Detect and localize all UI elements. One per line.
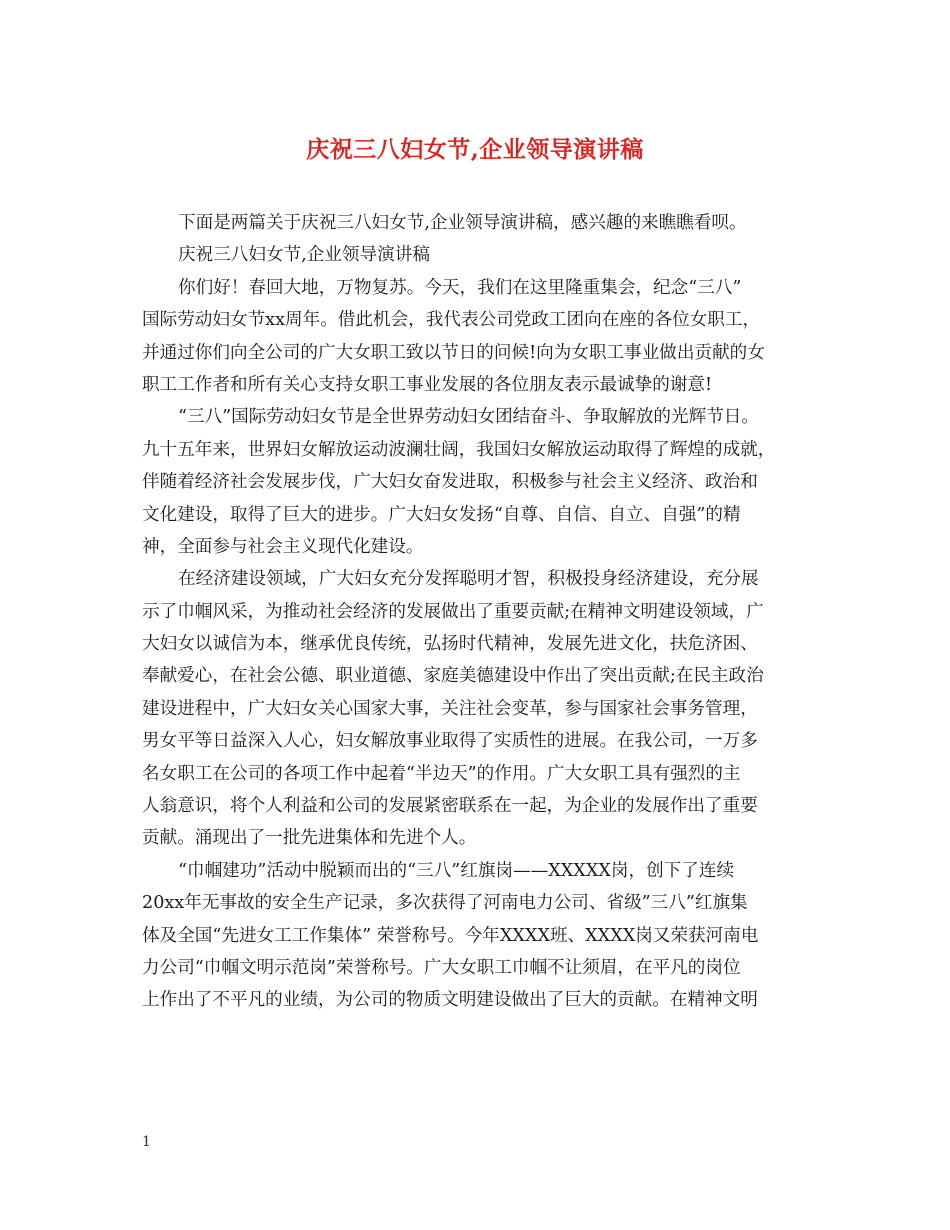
- text-line: 并通过你们向全公司的广大女职工致以节日的问候!向为女职工事业做出贡献的女: [142, 342, 765, 363]
- text-line: 在经济建设领域，广大妇女充分发挥聪明才智，积极投身经济建设，充分展: [178, 569, 759, 590]
- text-line: 建设进程中，广大妇女关心国家大事，关注社会变革，参与国家社会事务管理，: [142, 698, 758, 719]
- document-title: 庆祝三八妇女节,企业领导演讲稿: [306, 136, 644, 163]
- text-line: 名女职工在公司的各项工作中起着“半边天”的作用。广大女职工具有强烈的主: [142, 763, 741, 784]
- text-line: 示了巾帼风采，为推动社会经济的发展做出了重要贡献;在精神文明建设领域，广: [142, 601, 764, 622]
- text-line: 九十五年来，世界妇女解放运动波澜壮阔，我国妇女解放运动取得了辉煌的成就，: [142, 439, 776, 460]
- text-line: 国际劳动妇女节xx周年。借此机会，我代表公司党政工团向在座的各位女职工，: [142, 310, 761, 331]
- text-line: 贡献。涌现出了一批先进集体和先进个人。: [142, 828, 477, 849]
- text-line: 20xx年无事故的安全生产记录，多次获得了河南电力公司、省级”三八”红旗集: [142, 893, 748, 914]
- text-line: 人翁意识，将个人利益和公司的发展紧密联系在一起，为企业的发展作出了重要: [142, 796, 758, 817]
- text-line: 男女平等日益深入人心，妇女解放事业取得了实质性的进展。在我公司，一万多: [142, 731, 758, 752]
- text-line: 大妇女以诚信为本，继承优良传统，弘扬时代精神，发展先进文化，扶危济困、: [142, 634, 758, 655]
- text-line: 体及全国“先进女工工作集体” 荣誉称号。今年XXXX班、XXXX岗又荣获河南电: [142, 925, 759, 946]
- text-line: 神，全面参与社会主义现代化建设。: [142, 536, 424, 557]
- text-line: 你们好！春回大地，万物复苏。今天，我们在这里隆重集会，纪念“三八”: [178, 277, 742, 298]
- text-line: 上作出了不平凡的业绩，为公司的物质文明建设做出了巨大的贡献。在精神文明: [142, 990, 758, 1011]
- text-line: 职工工作者和所有关心支持女职工事业发展的各位朋友表示最诚挚的谢意!: [142, 374, 713, 395]
- page-number: 1: [142, 1134, 151, 1150]
- text-line: 庆祝三八妇女节,企业领导演讲稿: [178, 245, 430, 266]
- text-line: 文化建设，取得了巨大的进步。广大妇女发扬“自尊、自信、自立、自强”的精: [142, 504, 741, 525]
- text-line: 下面是两篇关于庆祝三八妇女节,企业领导演讲稿，感兴趣的来瞧瞧看呗。: [178, 213, 747, 233]
- text-line: 力公司“巾帼文明示范岗”荣誉称号。广大女职工巾帼不让须眉，在平凡的岗位: [142, 957, 741, 978]
- text-line: “三八”国际劳动妇女节是全世界劳动妇女团结奋斗、争取解放的光辉节日。: [178, 407, 759, 428]
- text-line: 伴随着经济社会发展步伐，广大妇女奋发进取，积极参与社会主义经济、政治和: [142, 472, 758, 493]
- document-body: [142, 207, 822, 1017]
- text-line: 奉献爱心，在社会公德、职业道德、家庭美德建设中作出了突出贡献;在民主政治: [142, 666, 764, 687]
- text-line: “巾帼建功”活动中脱颖而出的“三八”红旗岗——XXXXX岗，创下了连续: [178, 860, 735, 881]
